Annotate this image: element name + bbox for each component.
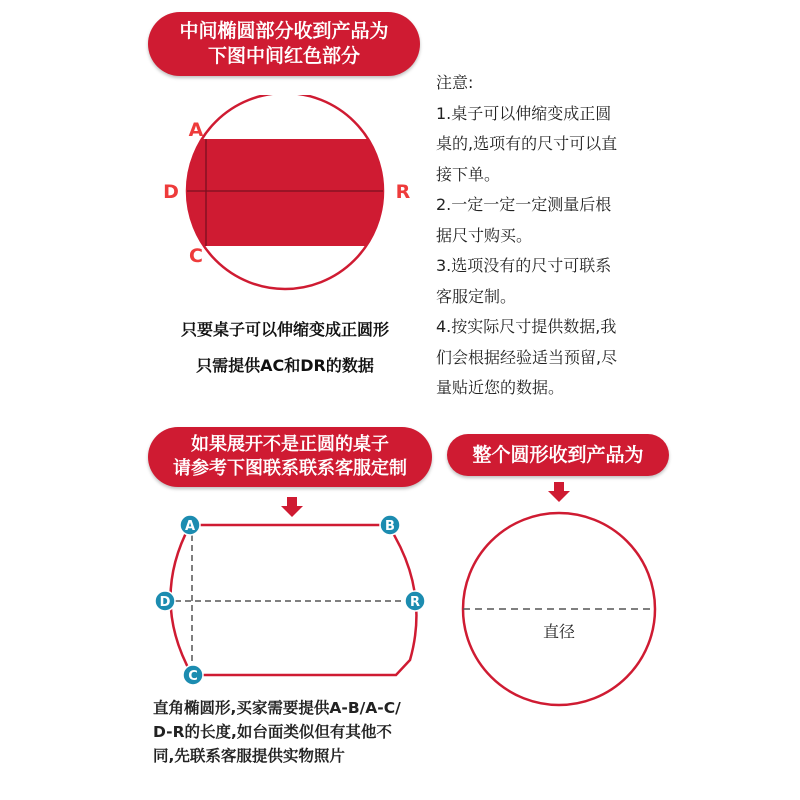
label-a: A [188, 119, 204, 141]
svg-text:R: R [409, 595, 421, 610]
notes-line: 3.选项没有的尺寸可联系 [436, 256, 612, 275]
top-banner-line-2: 下图中间红色部分 [207, 45, 360, 67]
badge-c [183, 665, 203, 685]
label-r: R [395, 181, 411, 203]
circle-band-diagram [150, 95, 420, 305]
custom-banner-line-1: 如果展开不是正圆的桌子 [191, 434, 389, 455]
label-d: D [163, 181, 179, 203]
label-c: C [189, 245, 203, 267]
top-caption-line-2: 只需提供AC和DR的数据 [196, 356, 374, 375]
full-circle-banner [447, 434, 669, 476]
rounded-rect-diagram [150, 495, 440, 690]
badge-r [405, 591, 425, 611]
notes-line: 1.桌子可以伸缩变成正圆 [436, 103, 612, 123]
top-banner [148, 12, 420, 76]
diameter-label: 直径 [542, 622, 576, 641]
badge-d [155, 591, 175, 611]
notes-line: 4.按实际尺寸提供数据,我 [436, 317, 617, 336]
notes-line: 客服定制。 [436, 286, 517, 306]
top-caption [150, 312, 420, 384]
down-arrow-icon [548, 482, 570, 502]
notes-line: 接下单。 [436, 164, 501, 184]
notes-title: 注意: [436, 73, 474, 92]
notes-line: 量贴近您的数据。 [436, 378, 565, 397]
notes-line: 据尺寸购买。 [436, 225, 533, 245]
custom-shape-description [153, 696, 453, 768]
top-banner-line-1: 中间椭圆部分收到产品为 [179, 20, 389, 42]
svg-text:B: B [385, 519, 395, 534]
red-band [150, 139, 420, 246]
notes-line: 2.一定一定一定测量后根 [436, 195, 612, 214]
badge-a [180, 515, 200, 535]
down-arrow-icon [281, 497, 303, 517]
svg-text:A: A [184, 519, 196, 534]
notes-panel [436, 68, 676, 404]
notes-line: 桌的,选项有的尺寸可以直 [436, 134, 618, 153]
shape-outline [170, 525, 416, 675]
top-caption-line-1: 只要桌子可以伸缩变成正圆形 [180, 320, 389, 339]
full-circle-banner-text: 整个圆形收到产品为 [472, 444, 644, 466]
description-line: 同,先联系客服提供实物照片 [153, 747, 345, 765]
custom-shape-banner [148, 427, 432, 487]
svg-text:D: D [159, 595, 171, 610]
custom-banner-line-2: 请参考下图联系联系客服定制 [173, 458, 407, 479]
badge-b [380, 515, 400, 535]
notes-line: 们会根据经验适当预留,尽 [436, 347, 618, 367]
svg-text:C: C [188, 669, 198, 684]
description-line: D-R的长度,如台面类似但有其他不 [153, 723, 392, 741]
full-circle-diagram [455, 478, 665, 718]
description-line: 直角椭圆形,买家需要提供A-B/A-C/ [153, 699, 401, 717]
